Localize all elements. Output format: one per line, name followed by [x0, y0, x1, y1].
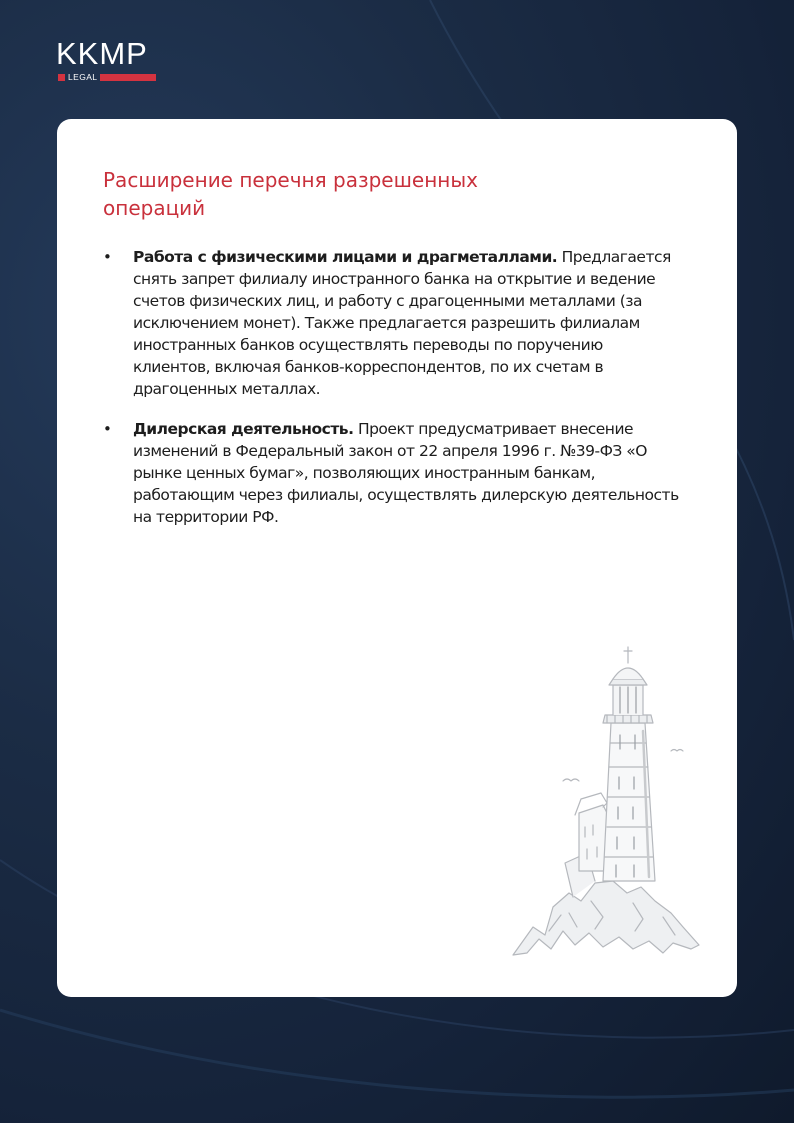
bullet-marker: • — [103, 248, 112, 266]
bullet-list — [57, 246, 737, 528]
bullet-lead: Дилерская деятельность. — [133, 420, 354, 438]
logo-square-mark — [58, 74, 65, 81]
bullet-text: Проект предусматривает внесение изменений в Федеральный закон от 22 апреля 1996 г. №39-ФЗ «О рынке ценных бумаг», позволяющих иностранным банкам, работающим через филиалы, осуществлять дилерскую деятельность на территории РФ. — [133, 420, 679, 526]
lighthouse-illustration — [503, 631, 713, 967]
bullet-marker: • — [103, 420, 112, 438]
logo-wordmark: KKMP — [56, 36, 148, 71]
bullet-lead: Работа с физическими лицами и драгметаллами. — [133, 248, 558, 266]
kkmp-logo — [56, 38, 160, 86]
bullet-item-dealer — [57, 418, 737, 528]
logo-subtitle: LEGAL — [68, 72, 98, 82]
logo-accent-bar — [100, 74, 156, 81]
section-title: Расширение перечня разрешенных операций — [103, 168, 478, 220]
bullet-text: Предлагается снять запрет филиалу иностранного банка на открытие и ведение счетов физических лиц, и работу с драгоценными металлами (за исключением монет). Также предлагается разрешить филиалам иностранных банков осуществлять переводы по поручению клиентов, включая банков-корреспондентов, по их счетам в драгоценных металлах. — [133, 248, 671, 398]
content-card — [57, 119, 737, 997]
bullet-item-individuals — [57, 246, 737, 400]
